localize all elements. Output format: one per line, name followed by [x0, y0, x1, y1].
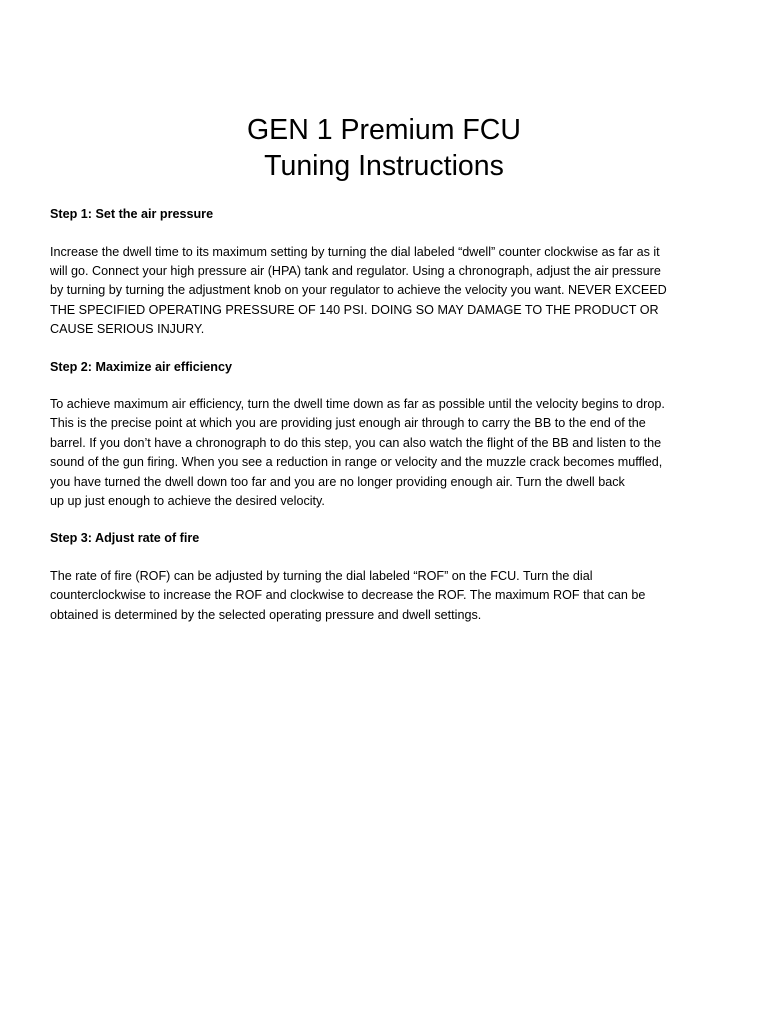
step-2-body: To achieve maximum air efficiency, turn the dwell time down as far as possible until the velocity begins to drop. This is the precise point at which you are providing just enough air through to carry the BB to the end of the barrel. If you don’t have a chronograph to do this step, you can also watch the flight of the BB and listen to the sound of the gun firing. When you see a reduction in range or velocity and the muzzle crack becomes muffled, you have turned the dwell down too far and you are no longer providing enough air. Turn the dwell back up up just enough to achieve the desired velocity. — [50, 397, 665, 509]
document-body — [50, 205, 734, 625]
step-3-heading: Step 3: Adjust rate of fire — [50, 531, 200, 546]
step-1-section — [50, 205, 734, 358]
step-1-heading: Step 1: Set the air pressure — [50, 207, 214, 221]
step-3-body: The rate of fire (ROF) can be adjusted by turning the dial labeled “ROF” on the FCU. Turn the dial counterclockwise to increase the ROF and clockwise to decrease the ROF. The maximum ROF that can be obtained is determined by the selected operating pressure and dwell settings. — [50, 568, 646, 622]
step-1-body: Increase the dwell time to its maximum setting by turning the dial labeled “dwell” counter clockwise as far as it will go. Connect your high pressure air (HPA) tank and regulator. Using a chronograph, adjust the air pressure by turning by turning the adjustment knob on your regulator to achieve the velocity you want. NEVER EXCEED THE SPECIFIED OPERATING PRESSURE OF 140 PSI. DOING SO MAY DAMAGE TO THE PRODUCT OR CAUSE SERIOUS INJURY. — [50, 244, 667, 337]
document-title — [0, 112, 768, 184]
step-2-section — [50, 358, 734, 530]
title-line-2: Tuning Instructions — [264, 150, 504, 182]
step-2-heading: Step 2: Maximize air efficiency — [50, 359, 232, 374]
title-line-1: GEN 1 Premium FCU — [247, 114, 521, 146]
step-3-section — [50, 529, 734, 625]
